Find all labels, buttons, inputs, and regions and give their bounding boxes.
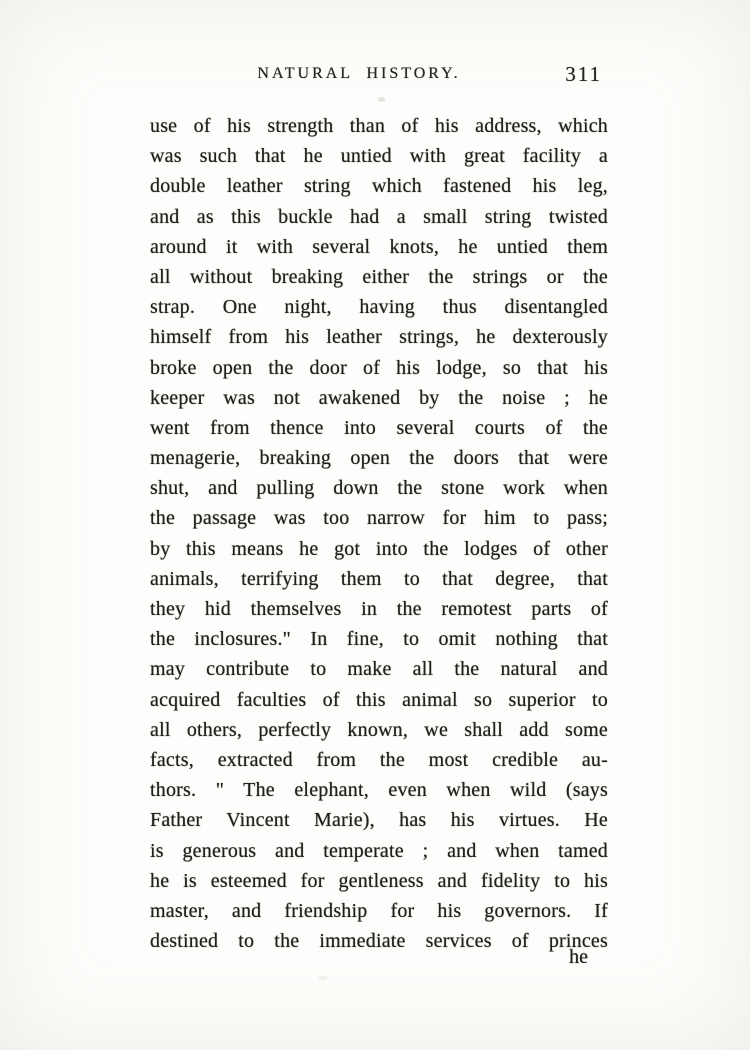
page-header xyxy=(150,62,608,88)
text-line: thors. " The elephant, even when wild (says xyxy=(150,779,608,802)
text-line: facts, extracted from the most credible au- xyxy=(150,748,608,771)
text-line: is generous and temperate ; and when tamed xyxy=(150,839,608,862)
text-line: around it with several knots, he untied them xyxy=(150,235,608,258)
text-line: keeper was not awakened by the noise ; he xyxy=(150,386,608,409)
text-line: went from thence into several courts of the xyxy=(150,416,608,439)
text-line: the inclosures." In fine, to omit nothing that xyxy=(150,628,608,651)
text-line: himself from his leather strings, he dexterously xyxy=(150,326,608,349)
text-line: strap. One night, having thus disentangled xyxy=(150,296,608,319)
text-line: double leather string which fastened his leg, xyxy=(150,175,608,198)
text-line: master, and friendship for his governors. If xyxy=(150,899,608,922)
text-line: may contribute to make all the natural and xyxy=(150,658,608,681)
text-line: Father Vincent Marie), has his virtues. He xyxy=(150,809,608,832)
text-line: shut, and pulling down the stone work when xyxy=(150,477,608,500)
text-line: they hid themselves in the remotest parts of xyxy=(150,598,608,620)
text-line: all without breaking either the strings or the xyxy=(150,265,608,288)
text-line: all others, perfectly known, we shall add some xyxy=(150,718,608,741)
page-number: 311 xyxy=(565,62,602,86)
scan-speckle xyxy=(318,976,328,980)
text-line: use of his strength than of his address, which xyxy=(150,115,608,137)
catchword: he xyxy=(569,946,588,968)
text-line: broke open the door of his lodge, so that his xyxy=(150,356,608,379)
scan-speckle xyxy=(378,97,385,102)
text-line: menagerie, breaking open the doors that were xyxy=(150,447,608,470)
text-line: the passage was too narrow for him to pass; xyxy=(150,507,608,530)
running-title: NATURAL HISTORY. xyxy=(257,65,461,82)
text-line: destined to the immediate services of princes xyxy=(150,930,608,953)
text-line: was such that he untied with great facility a xyxy=(150,145,608,168)
text-line: by this means he got into the lodges of other xyxy=(150,537,608,560)
text-line: and as this buckle had a small string twisted xyxy=(150,205,608,228)
body-text xyxy=(150,111,608,956)
text-line: animals, terrifying them to that degree, that xyxy=(150,567,608,590)
text-line: he is esteemed for gentleness and fidelity to his xyxy=(150,869,608,892)
text-line: acquired faculties of this animal so superior to xyxy=(150,688,608,711)
